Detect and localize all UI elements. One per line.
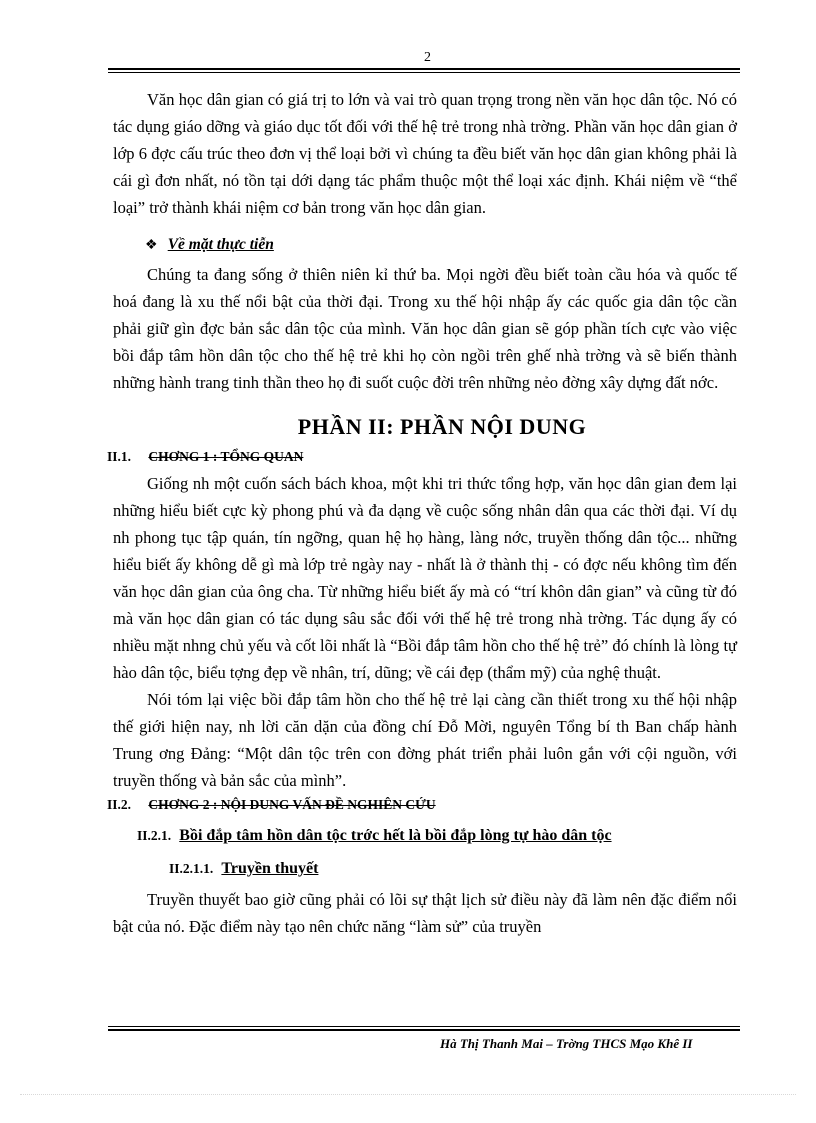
footer-rule-bottom: [108, 1029, 740, 1031]
paragraph-legend: Truyền thuyết bao giờ cũng phải có lõi sự thật lịch sử điều này đã làm nên đặc điểm nổi bật của nó. Đặc điểm này tạo nên chức năng “làm sử” của truyền: [113, 890, 737, 936]
page-number: 2: [424, 50, 431, 65]
paragraph-intro: Văn học dân gian có giá trị to lớn và vai trò quan trọng trong nền văn học dân tộc. Nó có tác dụng giáo dỡng và giáo dục tốt đối với thế hệ trẻ trong nhà trờng. Phần văn học dân gian ở lớp 6 đợc cấu trúc theo đơn vị thể loại bởi vì chúng ta đều biết văn học dân gian không phải là cái gì đơn nhất, nó tồn tại dới dạng tác phẩm thuộc một thể loại xác định. Khái niệm về “thể loại” trở thành khái niệm cơ bản trong văn học dân gian.: [113, 90, 737, 217]
bullet-heading-label: Về mặt thực tiễn: [167, 236, 274, 253]
header-rule-top: [108, 68, 740, 70]
part-title: PHẦN II: PHẦN NỘI DUNG: [297, 414, 587, 439]
footer-author: Hà Thị Thanh Mai – Trờng THCS Mạo Khê II: [440, 1036, 693, 1051]
footer-rule-top: [108, 1026, 740, 1027]
subsection-number: II.2.1.: [137, 828, 172, 843]
subsubsection-heading: [169, 853, 737, 884]
header-rule-bottom: [108, 72, 740, 73]
section-heading-2: [107, 794, 737, 816]
paragraph-overview: Giống nh một cuốn sách bách khoa, một khi tri thức tổng hợp, văn học dân gian đem lại những hiểu biết cực kỳ phong phú và đa dạng về cuộc sống nhân dân qua các thời đại. Ví dụ nh phong tục tập quán, tín ngỡng, quan hệ họ hàng, làng nớc, truyền thống dân tộc... những hiểu biết ấy không dễ gì mà lớp trẻ ngày nay - nhất là ở thành thị - có đợc nếu không tìm đến văn học dân gian của ông cha. Từ những hiểu biết ấy mà có “trí khôn dân gian” và cũng từ đó mà văn học dân gian có tác dụng sâu sắc đối với thế hệ trẻ trong nhà trờng. Tác dụng ấy có nhiều mặt nhng chủ yếu và cốt lõi nhất là “Bồi đắp tâm hồn cho thế hệ trẻ” đó chính là lòng tự hào dân tộc, biểu tợng đẹp về nhân, trí, dũng; về cái đẹp (thẩm mỹ) của nghệ thuật.: [113, 474, 737, 682]
section-label: CHƠNG 2 : NỘI DUNG VẤN ĐỀ NGHIÊN CỨU: [148, 797, 436, 812]
section-number: II.2.: [107, 797, 132, 812]
paragraph-practical: Chúng ta đang sống ở thiên niên kỉ thứ ba. Mọi ngời đều biết toàn cầu hóa và quốc tế hoá đang là xu thế nổi bật của thời đại. Trong xu thế hội nhập ấy các quốc gia dân tộc cần phải giữ gìn đợc bản sắc dân tộc của mình. Văn học dân gian sẽ góp phần tích cực vào việc bồi đắp tâm hồn dân tộc cho thế hệ trẻ khi họ còn ngồi trên ghế nhà trờng và sẽ biến thành những hành trang tinh thần theo họ đi suốt cuộc đời trên những nẻo đờng xây dựng đất nớc.: [113, 265, 737, 392]
section-heading-1: [107, 446, 737, 468]
subsection-label: Bồi đắp tâm hồn dân tộc trớc hết là bồi đắp lòng tự hào dân tộc: [179, 827, 612, 844]
section-number: II.1.: [107, 449, 132, 464]
subsubsection-label: Truyền thuyết: [221, 860, 319, 877]
bullet-heading: [145, 230, 737, 256]
paragraph-summary: Nói tóm lại việc bồi đắp tâm hồn cho thế hệ trẻ lại càng cần thiết trong xu thế hội nhập thế giới hiện nay, nh lời căn dặn của đồng chí Đỗ Mời, nguyên Tổng bí th Ban chấp hành Trung ơng Đảng: “Một dân tộc trên con đờng phát triển phải luôn gắn với cội nguồn, với truyền thống và bản sắc của mình”.: [113, 690, 737, 790]
subsection-heading: [137, 820, 737, 851]
page-body: [107, 86, 737, 940]
bottom-divider: [20, 1094, 796, 1095]
subsubsection-number: II.2.1.1.: [169, 861, 214, 876]
section-label: CHƠNG 1 : TỔNG QUAN: [148, 449, 304, 464]
diamond-bullet-icon: ❖: [145, 238, 158, 253]
